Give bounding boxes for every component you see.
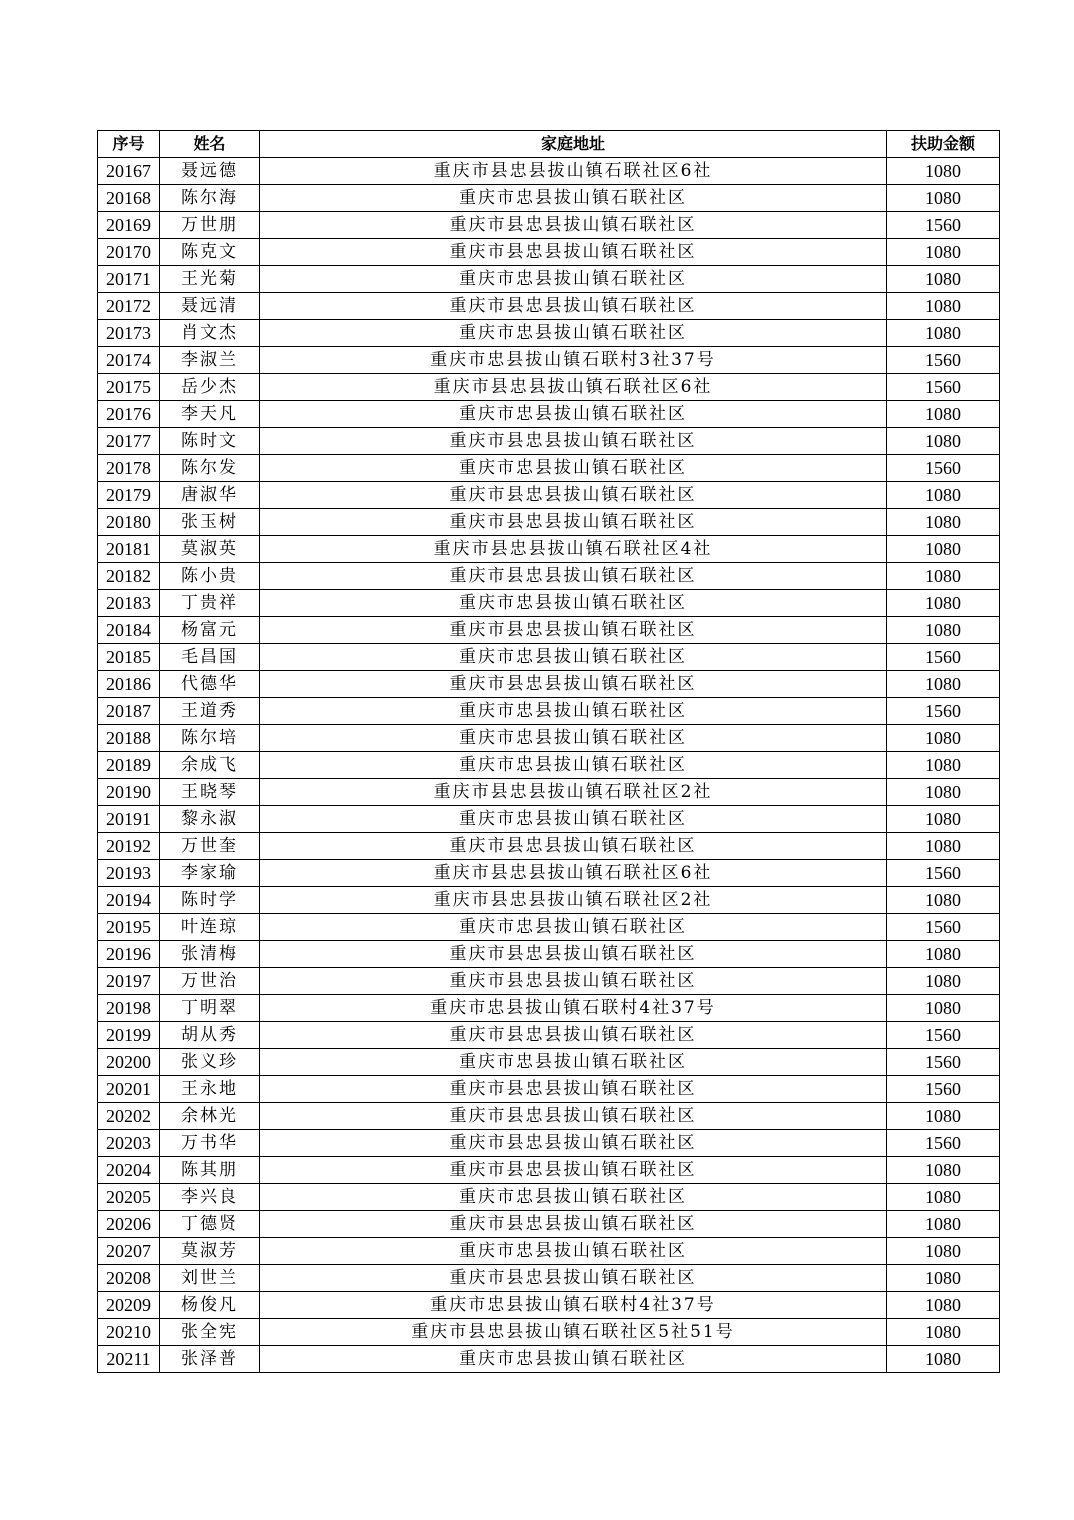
cell-serial-number: 20182 <box>98 563 160 590</box>
table-row <box>98 1292 1000 1319</box>
cell-home-address: 重庆市县忠县拔山镇石联社区 <box>260 833 887 860</box>
cell-serial-number: 20200 <box>98 1049 160 1076</box>
cell-name: 张清梅 <box>160 941 260 968</box>
cell-name: 叶连琼 <box>160 914 260 941</box>
cell-home-address: 重庆市忠县拔山镇石联社区 <box>260 725 887 752</box>
cell-home-address: 重庆市县忠县拔山镇石联社区 <box>260 1103 887 1130</box>
table-row <box>98 644 1000 671</box>
table-row <box>98 752 1000 779</box>
cell-aid-amount: 1080 <box>887 1184 1000 1211</box>
cell-name: 王永地 <box>160 1076 260 1103</box>
cell-home-address: 重庆市忠县拔山镇石联社区 <box>260 806 887 833</box>
table-row <box>98 401 1000 428</box>
cell-home-address: 重庆市县忠县拔山镇石联社区2社 <box>260 779 887 806</box>
cell-name: 聂远德 <box>160 158 260 185</box>
cell-home-address: 重庆市忠县拔山镇石联社区 <box>260 1184 887 1211</box>
cell-name: 唐淑华 <box>160 482 260 509</box>
cell-aid-amount: 1080 <box>887 482 1000 509</box>
cell-name: 陈其朋 <box>160 1157 260 1184</box>
cell-aid-amount: 1080 <box>887 671 1000 698</box>
cell-name: 李天凡 <box>160 401 260 428</box>
cell-serial-number: 20208 <box>98 1265 160 1292</box>
cell-name: 万世奎 <box>160 833 260 860</box>
cell-serial-number: 20195 <box>98 914 160 941</box>
cell-name: 陈克文 <box>160 239 260 266</box>
cell-name: 肖文杰 <box>160 320 260 347</box>
cell-serial-number: 20198 <box>98 995 160 1022</box>
cell-aid-amount: 1080 <box>887 1292 1000 1319</box>
cell-serial-number: 20187 <box>98 698 160 725</box>
cell-name: 陈时学 <box>160 887 260 914</box>
cell-aid-amount: 1080 <box>887 1211 1000 1238</box>
cell-home-address: 重庆市县忠县拔山镇石联社区 <box>260 1265 887 1292</box>
cell-aid-amount: 1080 <box>887 1238 1000 1265</box>
table-row <box>98 860 1000 887</box>
cell-aid-amount: 1560 <box>887 1130 1000 1157</box>
table-row <box>98 698 1000 725</box>
cell-name: 陈尔发 <box>160 455 260 482</box>
cell-serial-number: 20189 <box>98 752 160 779</box>
cell-aid-amount: 1080 <box>887 887 1000 914</box>
cell-aid-amount: 1080 <box>887 995 1000 1022</box>
cell-serial-number: 20191 <box>98 806 160 833</box>
cell-serial-number: 20181 <box>98 536 160 563</box>
cell-aid-amount: 1080 <box>887 1103 1000 1130</box>
cell-home-address: 重庆市县忠县拔山镇石联社区 <box>260 941 887 968</box>
table-row <box>98 536 1000 563</box>
cell-aid-amount: 1560 <box>887 698 1000 725</box>
cell-home-address: 重庆市忠县拔山镇石联社区 <box>260 185 887 212</box>
cell-name: 陈时文 <box>160 428 260 455</box>
table-row <box>98 428 1000 455</box>
cell-aid-amount: 1560 <box>887 1022 1000 1049</box>
cell-serial-number: 20207 <box>98 1238 160 1265</box>
cell-home-address: 重庆市县忠县拔山镇石联社区 <box>260 509 887 536</box>
cell-serial-number: 20196 <box>98 941 160 968</box>
cell-name: 杨富元 <box>160 617 260 644</box>
cell-name: 万世朋 <box>160 212 260 239</box>
cell-home-address: 重庆市县忠县拔山镇石联社区 <box>260 968 887 995</box>
cell-serial-number: 20172 <box>98 293 160 320</box>
table-row <box>98 212 1000 239</box>
cell-home-address: 重庆市忠县拔山镇石联社区 <box>260 455 887 482</box>
cell-aid-amount: 1080 <box>887 590 1000 617</box>
table-row <box>98 563 1000 590</box>
table-row <box>98 455 1000 482</box>
table-row <box>98 995 1000 1022</box>
cell-aid-amount: 1080 <box>887 563 1000 590</box>
cell-name: 万世治 <box>160 968 260 995</box>
table-row <box>98 347 1000 374</box>
table-header-row <box>98 131 1000 158</box>
cell-serial-number: 20192 <box>98 833 160 860</box>
cell-serial-number: 20185 <box>98 644 160 671</box>
cell-home-address: 重庆市忠县拔山镇石联社区 <box>260 644 887 671</box>
cell-serial-number: 20180 <box>98 509 160 536</box>
cell-home-address: 重庆市县忠县拔山镇石联社区6社 <box>260 374 887 401</box>
cell-home-address: 重庆市县忠县拔山镇石联社区 <box>260 239 887 266</box>
cell-home-address: 重庆市县忠县拔山镇石联社区 <box>260 1076 887 1103</box>
cell-aid-amount: 1080 <box>887 752 1000 779</box>
cell-home-address: 重庆市县忠县拔山镇石联社区 <box>260 1157 887 1184</box>
cell-name: 陈小贵 <box>160 563 260 590</box>
cell-name: 李家瑜 <box>160 860 260 887</box>
cell-name: 丁德贤 <box>160 1211 260 1238</box>
table-row <box>98 1157 1000 1184</box>
cell-home-address: 重庆市县忠县拔山镇石联社区 <box>260 1211 887 1238</box>
cell-aid-amount: 1080 <box>887 428 1000 455</box>
cell-name: 丁贵祥 <box>160 590 260 617</box>
cell-aid-amount: 1080 <box>887 1346 1000 1373</box>
cell-serial-number: 20197 <box>98 968 160 995</box>
table-row <box>98 1211 1000 1238</box>
cell-home-address: 重庆市县忠县拔山镇石联社区6社 <box>260 860 887 887</box>
cell-serial-number: 20171 <box>98 266 160 293</box>
cell-serial-number: 20193 <box>98 860 160 887</box>
table-row <box>98 482 1000 509</box>
cell-home-address: 重庆市县忠县拔山镇石联社区 <box>260 671 887 698</box>
cell-home-address: 重庆市县忠县拔山镇石联社区 <box>260 617 887 644</box>
cell-name: 陈尔培 <box>160 725 260 752</box>
cell-serial-number: 20169 <box>98 212 160 239</box>
cell-name: 张玉树 <box>160 509 260 536</box>
cell-serial-number: 20190 <box>98 779 160 806</box>
cell-aid-amount: 1080 <box>887 725 1000 752</box>
table-row <box>98 1103 1000 1130</box>
cell-home-address: 重庆市县忠县拔山镇石联社区 <box>260 428 887 455</box>
cell-home-address: 重庆市忠县拔山镇石联村4社37号 <box>260 995 887 1022</box>
cell-name: 黎永淑 <box>160 806 260 833</box>
cell-name: 岳少杰 <box>160 374 260 401</box>
cell-home-address: 重庆市县忠县拔山镇石联社区2社 <box>260 887 887 914</box>
cell-aid-amount: 1560 <box>887 644 1000 671</box>
cell-name: 刘世兰 <box>160 1265 260 1292</box>
cell-name: 陈尔海 <box>160 185 260 212</box>
cell-serial-number: 20176 <box>98 401 160 428</box>
cell-serial-number: 20179 <box>98 482 160 509</box>
cell-serial-number: 20184 <box>98 617 160 644</box>
cell-home-address: 重庆市县忠县拔山镇石联社区 <box>260 1022 887 1049</box>
table-row <box>98 1076 1000 1103</box>
table-row <box>98 887 1000 914</box>
cell-serial-number: 20174 <box>98 347 160 374</box>
cell-home-address: 重庆市县忠县拔山镇石联社区 <box>260 563 887 590</box>
cell-aid-amount: 1080 <box>887 509 1000 536</box>
cell-home-address: 重庆市忠县拔山镇石联社区 <box>260 1346 887 1373</box>
cell-home-address: 重庆市忠县拔山镇石联村3社37号 <box>260 347 887 374</box>
table-row <box>98 1238 1000 1265</box>
table-row <box>98 509 1000 536</box>
cell-name: 王晓琴 <box>160 779 260 806</box>
cell-serial-number: 20188 <box>98 725 160 752</box>
table-row <box>98 239 1000 266</box>
aid-recipient-table <box>97 130 1000 1373</box>
cell-serial-number: 20173 <box>98 320 160 347</box>
cell-home-address: 重庆市忠县拔山镇石联社区 <box>260 698 887 725</box>
cell-name: 莫淑芳 <box>160 1238 260 1265</box>
cell-home-address: 重庆市县忠县拔山镇石联社区4社 <box>260 536 887 563</box>
cell-home-address: 重庆市县忠县拔山镇石联社区 <box>260 212 887 239</box>
table-row <box>98 968 1000 995</box>
cell-serial-number: 20186 <box>98 671 160 698</box>
table-row <box>98 806 1000 833</box>
table-row <box>98 1022 1000 1049</box>
cell-name: 李淑兰 <box>160 347 260 374</box>
cell-name: 张义珍 <box>160 1049 260 1076</box>
cell-serial-number: 20194 <box>98 887 160 914</box>
cell-home-address: 重庆市忠县拔山镇石联村4社37号 <box>260 1292 887 1319</box>
cell-name: 胡从秀 <box>160 1022 260 1049</box>
header-name: 姓名 <box>160 131 260 158</box>
cell-aid-amount: 1560 <box>887 347 1000 374</box>
cell-serial-number: 20170 <box>98 239 160 266</box>
cell-serial-number: 20168 <box>98 185 160 212</box>
table-row <box>98 1130 1000 1157</box>
table-row <box>98 590 1000 617</box>
cell-home-address: 重庆市忠县拔山镇石联社区 <box>260 590 887 617</box>
cell-serial-number: 20205 <box>98 1184 160 1211</box>
cell-aid-amount: 1080 <box>887 1157 1000 1184</box>
cell-aid-amount: 1560 <box>887 860 1000 887</box>
cell-serial-number: 20167 <box>98 158 160 185</box>
cell-home-address: 重庆市县忠县拔山镇石联社区6社 <box>260 158 887 185</box>
cell-name: 余林光 <box>160 1103 260 1130</box>
header-aid-amount: 扶助金额 <box>887 131 1000 158</box>
cell-name: 王道秀 <box>160 698 260 725</box>
table-row <box>98 320 1000 347</box>
cell-home-address: 重庆市县忠县拔山镇石联社区5社51号 <box>260 1319 887 1346</box>
cell-aid-amount: 1080 <box>887 968 1000 995</box>
cell-serial-number: 20204 <box>98 1157 160 1184</box>
cell-name: 代德华 <box>160 671 260 698</box>
cell-serial-number: 20178 <box>98 455 160 482</box>
header-serial-number: 序号 <box>98 131 160 158</box>
cell-aid-amount: 1080 <box>887 185 1000 212</box>
table-row <box>98 941 1000 968</box>
table-row <box>98 671 1000 698</box>
cell-aid-amount: 1080 <box>887 239 1000 266</box>
cell-serial-number: 20209 <box>98 1292 160 1319</box>
cell-aid-amount: 1560 <box>887 374 1000 401</box>
header-home-address: 家庭地址 <box>260 131 887 158</box>
cell-home-address: 重庆市县忠县拔山镇石联社区 <box>260 293 887 320</box>
cell-aid-amount: 1080 <box>887 320 1000 347</box>
table-row <box>98 158 1000 185</box>
table-row <box>98 1049 1000 1076</box>
cell-aid-amount: 1080 <box>887 1319 1000 1346</box>
table-row <box>98 914 1000 941</box>
table-row <box>98 779 1000 806</box>
cell-aid-amount: 1080 <box>887 266 1000 293</box>
cell-aid-amount: 1080 <box>887 779 1000 806</box>
table-row <box>98 725 1000 752</box>
cell-name: 杨俊凡 <box>160 1292 260 1319</box>
cell-aid-amount: 1080 <box>887 1265 1000 1292</box>
cell-name: 聂远清 <box>160 293 260 320</box>
table-row <box>98 185 1000 212</box>
cell-serial-number: 20177 <box>98 428 160 455</box>
cell-serial-number: 20183 <box>98 590 160 617</box>
cell-aid-amount: 1080 <box>887 833 1000 860</box>
cell-aid-amount: 1560 <box>887 1076 1000 1103</box>
cell-serial-number: 20202 <box>98 1103 160 1130</box>
cell-name: 余成飞 <box>160 752 260 779</box>
table-row <box>98 1346 1000 1373</box>
cell-name: 丁明翠 <box>160 995 260 1022</box>
cell-name: 莫淑英 <box>160 536 260 563</box>
cell-aid-amount: 1080 <box>887 617 1000 644</box>
cell-aid-amount: 1080 <box>887 536 1000 563</box>
cell-name: 毛昌国 <box>160 644 260 671</box>
cell-aid-amount: 1560 <box>887 914 1000 941</box>
cell-aid-amount: 1080 <box>887 293 1000 320</box>
cell-home-address: 重庆市忠县拔山镇石联社区 <box>260 266 887 293</box>
table-body <box>98 158 1000 1373</box>
cell-home-address: 重庆市忠县拔山镇石联社区 <box>260 1238 887 1265</box>
cell-name: 张泽普 <box>160 1346 260 1373</box>
table-row <box>98 266 1000 293</box>
cell-aid-amount: 1080 <box>887 401 1000 428</box>
cell-serial-number: 20210 <box>98 1319 160 1346</box>
cell-home-address: 重庆市忠县拔山镇石联社区 <box>260 914 887 941</box>
cell-serial-number: 20206 <box>98 1211 160 1238</box>
cell-aid-amount: 1560 <box>887 212 1000 239</box>
table-row <box>98 833 1000 860</box>
cell-serial-number: 20199 <box>98 1022 160 1049</box>
table-row <box>98 1184 1000 1211</box>
cell-home-address: 重庆市忠县拔山镇石联社区 <box>260 320 887 347</box>
cell-aid-amount: 1080 <box>887 941 1000 968</box>
table-row <box>98 293 1000 320</box>
cell-serial-number: 20203 <box>98 1130 160 1157</box>
cell-aid-amount: 1560 <box>887 1049 1000 1076</box>
cell-home-address: 重庆市县忠县拔山镇石联社区 <box>260 482 887 509</box>
cell-home-address: 重庆市县忠县拔山镇石联社区 <box>260 1130 887 1157</box>
cell-home-address: 重庆市忠县拔山镇石联社区 <box>260 1049 887 1076</box>
cell-home-address: 重庆市忠县拔山镇石联社区 <box>260 752 887 779</box>
cell-name: 万书华 <box>160 1130 260 1157</box>
table-row <box>98 374 1000 401</box>
table-row <box>98 1319 1000 1346</box>
cell-aid-amount: 1080 <box>887 158 1000 185</box>
cell-serial-number: 20211 <box>98 1346 160 1373</box>
cell-home-address: 重庆市忠县拔山镇石联社区 <box>260 401 887 428</box>
cell-name: 张全宪 <box>160 1319 260 1346</box>
cell-serial-number: 20201 <box>98 1076 160 1103</box>
cell-serial-number: 20175 <box>98 374 160 401</box>
table-row <box>98 1265 1000 1292</box>
table-row <box>98 617 1000 644</box>
cell-aid-amount: 1080 <box>887 806 1000 833</box>
cell-name: 王光菊 <box>160 266 260 293</box>
cell-name: 李兴良 <box>160 1184 260 1211</box>
cell-aid-amount: 1560 <box>887 455 1000 482</box>
